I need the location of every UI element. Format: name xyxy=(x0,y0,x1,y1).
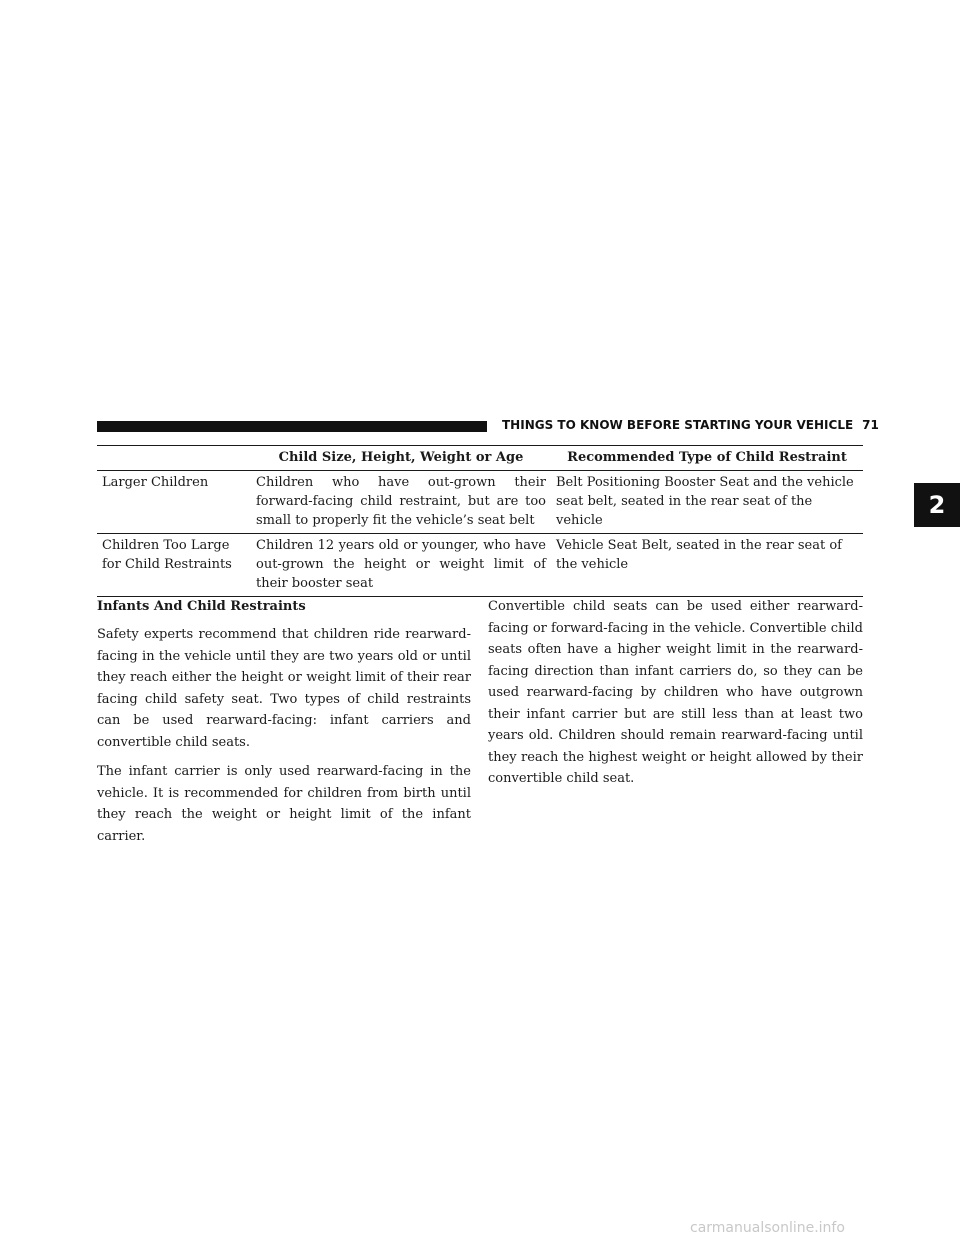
page-number: 71 xyxy=(862,418,879,432)
table-cell-recommendation: Vehicle Seat Belt, seated in the rear seat of the vehicle xyxy=(551,534,863,597)
left-column xyxy=(97,596,471,855)
child-restraint-table xyxy=(97,445,863,597)
body-paragraph: Safety experts recommend that children ride rearward-facing in the vehicle until they are two years old or until they reach either the height or weight limit of their rear facing child safety seat. Two types of child restraints can be used rearward-facing: infant carriers and convertible child seats. xyxy=(97,627,471,750)
running-header xyxy=(502,418,879,432)
right-column xyxy=(488,596,863,798)
table-cell-recommendation: Belt Positioning Booster Seat and the vehicle seat belt, seated in the rear seat of the vehicle xyxy=(551,471,863,534)
chapter-tab: 2 xyxy=(914,483,960,527)
table-header-cell xyxy=(97,446,251,471)
table-cell-description: Children 12 years old or younger, who have out-grown the height or weight limit of their booster seat xyxy=(251,534,551,597)
body-paragraph: Convertible child seats can be used either rearward-facing or forward-facing in the vehicle. Convertible child seats often have a higher weight limit in the rearward-facing direction than infant carriers do, so they can be used rearward-facing by children who have outgrown their infant carrier but are still less than at least two years old. Children should remain rearward-facing until they reach the highest weight or height allowed by their convertible child seat. xyxy=(488,599,863,786)
body-paragraph: The infant carrier is only used rearward-facing in the vehicle. It is recommended for children from birth until they reach the weight or height limit of the infant carrier. xyxy=(97,764,471,844)
watermark: carmanualsonline.info xyxy=(690,1220,845,1236)
table-header-cell: Child Size, Height, Weight or Age xyxy=(251,446,551,471)
table-row xyxy=(97,534,863,597)
table-header-cell: Recommended Type of Child Restraint xyxy=(551,446,863,471)
table-row xyxy=(97,471,863,534)
header-title: THINGS TO KNOW BEFORE STARTING YOUR VEHICLE xyxy=(502,418,854,432)
header-rule xyxy=(97,421,487,432)
table-cell-category: Larger Children xyxy=(97,471,251,534)
table-header-row xyxy=(97,446,863,471)
section-heading: Infants And Child Restraints xyxy=(97,599,306,614)
table-cell-category: Children Too Large for Child Restraints xyxy=(97,534,251,597)
table-cell-description: Children who have out-grown their forward-facing child restraint, but are too small to properly fit the vehicle’s seat belt xyxy=(251,471,551,534)
